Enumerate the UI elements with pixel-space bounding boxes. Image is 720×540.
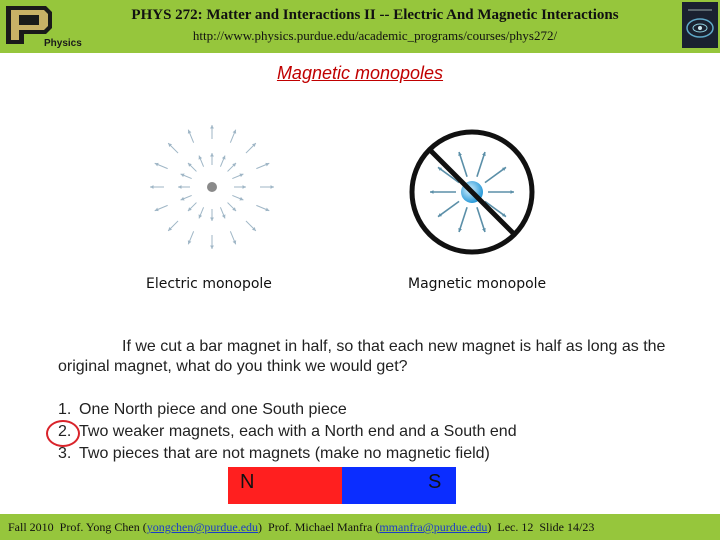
footer-term: Fall 2010	[8, 520, 54, 534]
footer-paren: )	[258, 520, 263, 534]
magnetic-monopole-diagram	[402, 125, 542, 259]
course-title: PHYS 272: Matter and Interactions II -- Electric And Magnetic Interactions	[131, 7, 619, 23]
magnet-north-half	[228, 467, 342, 504]
field-line	[485, 167, 506, 182]
footer-paren: )	[487, 520, 492, 534]
field-arrowhead	[430, 190, 434, 194]
field-line	[438, 201, 459, 216]
magnet-south-half	[342, 467, 456, 504]
slide-title: Magnetic monopoles	[276, 63, 444, 83]
prof1-email-link[interactable]: yongchen@purdue.edu	[146, 520, 259, 534]
footer-prof2: Prof. Michael Manfra (	[268, 520, 380, 534]
charge-dot	[207, 182, 217, 192]
footer-bar	[0, 514, 720, 540]
field-arrowhead	[210, 125, 214, 129]
field-arrowhead	[270, 185, 274, 189]
question-line-1: If we cut a bar magnet in half, so that each new magnet is half as long as the	[122, 338, 666, 355]
footer-slide-number: Slide 14/23	[539, 520, 595, 534]
field-line	[477, 152, 485, 177]
course-url[interactable]: http://www.physics.purdue.edu/academic_programs/courses/phys272/	[192, 28, 558, 43]
magnetic-monopole-caption: Magnetic monopole	[408, 276, 547, 292]
field-arrowhead	[510, 190, 514, 194]
option-number: 2.	[58, 423, 72, 440]
footer-lecture: Lec. 12	[497, 520, 534, 534]
field-line	[477, 207, 485, 232]
electric-monopole-diagram	[138, 112, 286, 262]
footer-text	[8, 520, 594, 535]
field-arrowhead	[178, 185, 182, 189]
question-line-2: original magnet, what do you think we would get?	[58, 358, 408, 375]
option-text: One North piece and one South piece	[79, 401, 347, 418]
option-3[interactable]	[58, 445, 490, 463]
field-arrowhead	[210, 217, 214, 221]
option-number: 1.	[58, 401, 72, 418]
electric-monopole-caption: Electric monopole	[146, 276, 272, 292]
field-arrowhead	[210, 245, 214, 249]
answer-highlight-circle	[46, 420, 80, 447]
purdue-physics-logo	[2, 2, 82, 49]
field-line	[459, 152, 467, 177]
field-line	[459, 207, 467, 232]
option-1[interactable]	[58, 401, 347, 419]
option-text: Two weaker magnets, each with a North end and a South end	[79, 423, 517, 440]
galaxy-logo	[682, 2, 718, 48]
north-label: N	[240, 471, 255, 493]
option-2[interactable]	[58, 423, 517, 441]
logo-text: Physics	[44, 38, 82, 49]
field-arrowhead	[242, 185, 246, 189]
prof2-email-link[interactable]: mmanfra@purdue.edu	[379, 520, 488, 534]
south-label: S	[428, 471, 442, 493]
header-bar	[0, 0, 720, 53]
field-arrowhead	[150, 185, 154, 189]
option-number: 3.	[58, 445, 72, 462]
footer-prof1: Prof. Yong Chen (	[59, 520, 147, 534]
option-text: Two pieces that are not magnets (make no magnetic field)	[79, 445, 490, 462]
field-arrowhead	[210, 153, 214, 157]
